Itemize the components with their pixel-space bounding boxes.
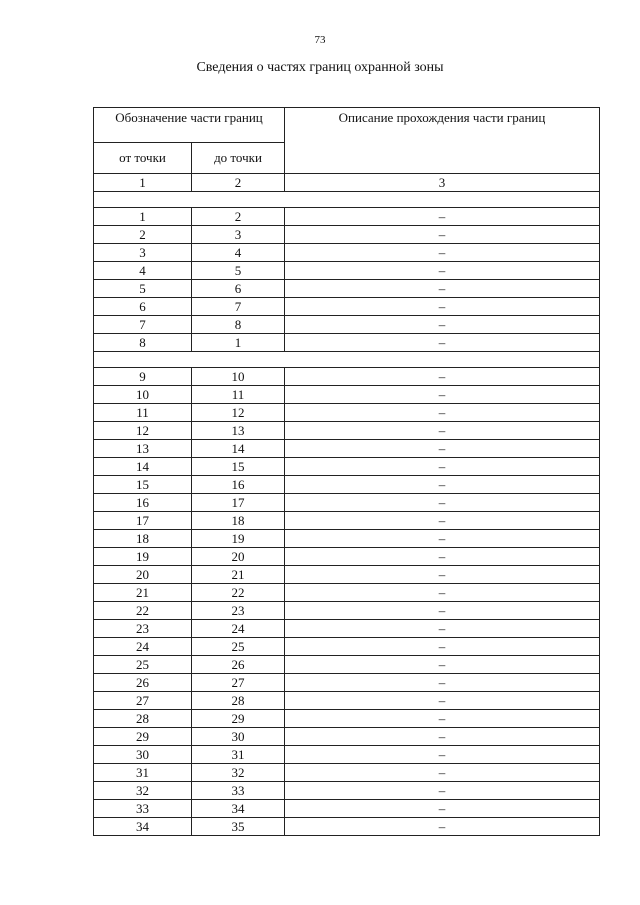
table-row bbox=[94, 280, 600, 298]
to-point-cell: 7 bbox=[192, 298, 285, 316]
description-cell: – bbox=[285, 368, 600, 386]
to-point-cell: 31 bbox=[192, 746, 285, 764]
from-point-cell: 4 bbox=[94, 262, 192, 280]
table-row bbox=[94, 818, 600, 836]
from-point-cell: 3 bbox=[94, 244, 192, 262]
from-point-cell: 5 bbox=[94, 280, 192, 298]
description-cell: – bbox=[285, 440, 600, 458]
description-cell: – bbox=[285, 764, 600, 782]
to-point-cell: 33 bbox=[192, 782, 285, 800]
description-cell: – bbox=[285, 584, 600, 602]
table-row bbox=[94, 566, 600, 584]
section-separator bbox=[94, 192, 600, 208]
column-number: 1 bbox=[94, 174, 192, 192]
to-point-cell: 5 bbox=[192, 262, 285, 280]
description-cell: – bbox=[285, 226, 600, 244]
from-point-cell: 8 bbox=[94, 334, 192, 352]
table-row bbox=[94, 638, 600, 656]
to-point-cell: 28 bbox=[192, 692, 285, 710]
table-row bbox=[94, 728, 600, 746]
to-point-cell: 11 bbox=[192, 386, 285, 404]
from-point-cell: 32 bbox=[94, 782, 192, 800]
to-point-cell: 26 bbox=[192, 656, 285, 674]
from-point-cell: 29 bbox=[94, 728, 192, 746]
table-row bbox=[94, 584, 600, 602]
table-row bbox=[94, 316, 600, 334]
table-row bbox=[94, 440, 600, 458]
to-point-cell: 6 bbox=[192, 280, 285, 298]
table-row bbox=[94, 422, 600, 440]
to-point-cell: 23 bbox=[192, 602, 285, 620]
table-row bbox=[94, 476, 600, 494]
table-row bbox=[94, 674, 600, 692]
column-number: 2 bbox=[192, 174, 285, 192]
section-separator-row bbox=[94, 192, 600, 208]
table-row bbox=[94, 692, 600, 710]
description-cell: – bbox=[285, 710, 600, 728]
table-row bbox=[94, 298, 600, 316]
from-point-cell: 26 bbox=[94, 674, 192, 692]
from-point-cell: 25 bbox=[94, 656, 192, 674]
from-point-cell: 31 bbox=[94, 764, 192, 782]
from-point-cell: 2 bbox=[94, 226, 192, 244]
from-point-cell: 22 bbox=[94, 602, 192, 620]
from-point-cell: 20 bbox=[94, 566, 192, 584]
description-cell: – bbox=[285, 674, 600, 692]
to-point-cell: 3 bbox=[192, 226, 285, 244]
table-row bbox=[94, 764, 600, 782]
from-point-cell: 9 bbox=[94, 368, 192, 386]
description-cell: – bbox=[285, 692, 600, 710]
boundary-table bbox=[93, 107, 600, 836]
description-cell: – bbox=[285, 746, 600, 764]
from-point-cell: 34 bbox=[94, 818, 192, 836]
section-separator bbox=[94, 352, 600, 368]
to-point-cell: 13 bbox=[192, 422, 285, 440]
description-cell: – bbox=[285, 800, 600, 818]
from-point-cell: 14 bbox=[94, 458, 192, 476]
description-cell: – bbox=[285, 782, 600, 800]
from-point-cell: 28 bbox=[94, 710, 192, 728]
from-point-cell: 16 bbox=[94, 494, 192, 512]
description-cell: – bbox=[285, 458, 600, 476]
table-row bbox=[94, 602, 600, 620]
description-cell: – bbox=[285, 476, 600, 494]
table-row bbox=[94, 800, 600, 818]
to-point-cell: 35 bbox=[192, 818, 285, 836]
from-point-cell: 1 bbox=[94, 208, 192, 226]
document-title: Сведения о частях границ охранной зоны bbox=[196, 60, 444, 75]
to-point-cell: 12 bbox=[192, 404, 285, 422]
description-cell: – bbox=[285, 334, 600, 352]
to-point-cell: 32 bbox=[192, 764, 285, 782]
description-cell: – bbox=[285, 386, 600, 404]
description-cell: – bbox=[285, 422, 600, 440]
to-point-cell: 15 bbox=[192, 458, 285, 476]
from-point-cell: 19 bbox=[94, 548, 192, 566]
table-row bbox=[94, 262, 600, 280]
table-row bbox=[94, 244, 600, 262]
to-point-cell: 27 bbox=[192, 674, 285, 692]
description-cell: – bbox=[285, 512, 600, 530]
from-point-cell: 18 bbox=[94, 530, 192, 548]
description-cell: – bbox=[285, 620, 600, 638]
table-row bbox=[94, 494, 600, 512]
from-point-cell: 11 bbox=[94, 404, 192, 422]
from-point-cell: 21 bbox=[94, 584, 192, 602]
header-row bbox=[94, 108, 600, 143]
table-row bbox=[94, 782, 600, 800]
from-point-cell: 30 bbox=[94, 746, 192, 764]
from-point-cell: 27 bbox=[94, 692, 192, 710]
to-point-cell: 19 bbox=[192, 530, 285, 548]
description-cell: – bbox=[285, 728, 600, 746]
description-cell: – bbox=[285, 548, 600, 566]
to-point-cell: 25 bbox=[192, 638, 285, 656]
table-row bbox=[94, 458, 600, 476]
to-point-cell: 20 bbox=[192, 548, 285, 566]
description-cell: – bbox=[285, 316, 600, 334]
to-point-cell: 4 bbox=[192, 244, 285, 262]
to-point-cell: 2 bbox=[192, 208, 285, 226]
description-cell: – bbox=[285, 208, 600, 226]
from-point-cell: 10 bbox=[94, 386, 192, 404]
description-cell: – bbox=[285, 656, 600, 674]
description-cell: – bbox=[285, 298, 600, 316]
to-point-cell: 18 bbox=[192, 512, 285, 530]
table-row bbox=[94, 334, 600, 352]
header-to: до точки bbox=[192, 143, 285, 174]
from-point-cell: 15 bbox=[94, 476, 192, 494]
from-point-cell: 6 bbox=[94, 298, 192, 316]
table-row bbox=[94, 512, 600, 530]
to-point-cell: 14 bbox=[192, 440, 285, 458]
from-point-cell: 17 bbox=[94, 512, 192, 530]
description-cell: – bbox=[285, 818, 600, 836]
from-point-cell: 12 bbox=[94, 422, 192, 440]
to-point-cell: 17 bbox=[192, 494, 285, 512]
table-row bbox=[94, 368, 600, 386]
table-row bbox=[94, 656, 600, 674]
to-point-cell: 34 bbox=[192, 800, 285, 818]
from-point-cell: 13 bbox=[94, 440, 192, 458]
description-cell: – bbox=[285, 530, 600, 548]
from-point-cell: 33 bbox=[94, 800, 192, 818]
description-cell: – bbox=[285, 638, 600, 656]
from-point-cell: 23 bbox=[94, 620, 192, 638]
description-cell: – bbox=[285, 280, 600, 298]
page-number: 73 bbox=[314, 34, 326, 46]
from-point-cell: 7 bbox=[94, 316, 192, 334]
to-point-cell: 29 bbox=[192, 710, 285, 728]
to-point-cell: 21 bbox=[192, 566, 285, 584]
description-cell: – bbox=[285, 566, 600, 584]
table-row bbox=[94, 746, 600, 764]
table-row bbox=[94, 620, 600, 638]
header-from: от точки bbox=[94, 143, 192, 174]
description-cell: – bbox=[285, 244, 600, 262]
to-point-cell: 24 bbox=[192, 620, 285, 638]
table-row bbox=[94, 226, 600, 244]
from-point-cell: 24 bbox=[94, 638, 192, 656]
description-cell: – bbox=[285, 602, 600, 620]
column-number: 3 bbox=[285, 174, 600, 192]
table-row bbox=[94, 530, 600, 548]
table-row bbox=[94, 548, 600, 566]
to-point-cell: 10 bbox=[192, 368, 285, 386]
to-point-cell: 8 bbox=[192, 316, 285, 334]
table-row bbox=[94, 404, 600, 422]
header-description: Описание прохождения части границ bbox=[285, 108, 600, 174]
table-row bbox=[94, 710, 600, 728]
to-point-cell: 1 bbox=[192, 334, 285, 352]
to-point-cell: 22 bbox=[192, 584, 285, 602]
table-row bbox=[94, 386, 600, 404]
column-number-row bbox=[94, 174, 600, 192]
description-cell: – bbox=[285, 262, 600, 280]
to-point-cell: 16 bbox=[192, 476, 285, 494]
header-group: Обозначение части границ bbox=[94, 108, 285, 143]
section-separator-row bbox=[94, 352, 600, 368]
to-point-cell: 30 bbox=[192, 728, 285, 746]
table-row bbox=[94, 208, 600, 226]
description-cell: – bbox=[285, 404, 600, 422]
description-cell: – bbox=[285, 494, 600, 512]
